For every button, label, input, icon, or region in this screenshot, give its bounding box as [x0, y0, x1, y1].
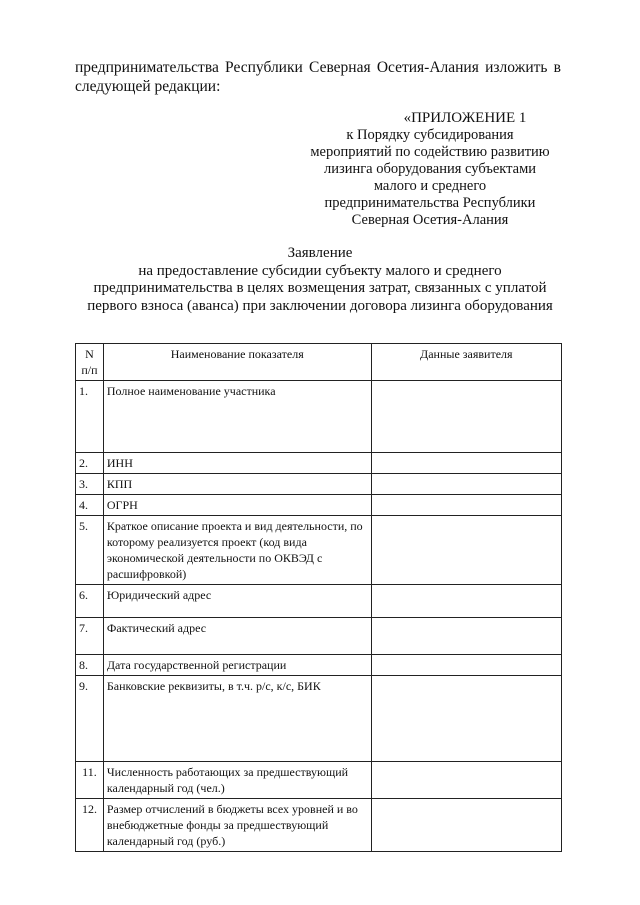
table-row	[76, 585, 562, 618]
row-value-cell[interactable]	[371, 453, 561, 474]
row-value-cell[interactable]	[371, 585, 561, 618]
row-name: Дата государственной регистрации	[103, 655, 371, 676]
appendix-line: предпринимательства Республики	[324, 195, 536, 211]
statement-title: Заявление	[287, 245, 353, 261]
row-value-cell[interactable]	[371, 799, 561, 852]
row-name: ОГРН	[103, 495, 371, 516]
row-num: 7.	[76, 618, 104, 655]
intro-paragraph	[75, 58, 561, 96]
row-value-cell[interactable]	[371, 762, 561, 799]
row-num: 9.	[76, 676, 104, 762]
appendix-block	[300, 110, 560, 229]
application-table	[75, 343, 562, 852]
appendix-line: малого и среднего	[373, 178, 487, 194]
statement-line: на предоставление субсидии субъекту малого и среднего	[138, 262, 502, 279]
appendix-title: «ПРИЛОЖЕНИЕ 1	[403, 110, 527, 126]
row-name: ИНН	[103, 453, 371, 474]
table-row	[76, 676, 562, 762]
table-row	[76, 655, 562, 676]
header-data: Данные заявителя	[371, 344, 561, 381]
row-value-cell[interactable]	[371, 516, 561, 585]
row-name: Размер отчислений в бюджеты всех уровней и во внебюджетные фонды за предшествующий календарный год (руб.)	[103, 799, 371, 852]
intro-line-2: следующей редакции:	[75, 78, 221, 95]
table-row	[76, 495, 562, 516]
statement-line: первого взноса (аванса) при заключении договора лизинга оборудования	[87, 297, 553, 314]
row-value-cell[interactable]	[371, 655, 561, 676]
table-header-row	[76, 344, 562, 381]
row-name: Банковские реквизиты, в т.ч. р/с, к/с, БИК	[103, 676, 371, 762]
row-name: КПП	[103, 474, 371, 495]
row-num: 5.	[76, 516, 104, 585]
row-value-cell[interactable]	[371, 676, 561, 762]
header-name: Наименование показателя	[103, 344, 371, 381]
row-num: 4.	[76, 495, 104, 516]
table-row	[76, 474, 562, 495]
row-name: Численность работающих за предшествующий календарный год (чел.)	[103, 762, 371, 799]
row-num: 2.	[76, 453, 104, 474]
row-name: Юридический адрес	[103, 585, 371, 618]
row-value-cell[interactable]	[371, 474, 561, 495]
table-row	[76, 453, 562, 474]
table-row	[76, 618, 562, 655]
row-value-cell[interactable]	[371, 618, 561, 655]
row-num: 3.	[76, 474, 104, 495]
table-row	[76, 762, 562, 799]
table-row	[76, 799, 562, 852]
appendix-line: мероприятий по содействию развитию	[310, 144, 550, 160]
row-num: 1.	[76, 381, 104, 453]
statement-line: предпринимательства в целях возмещения затрат, связанных с уплатой	[93, 280, 547, 296]
table-row	[76, 381, 562, 453]
appendix-line: Северная Осетия-Алания	[351, 212, 509, 228]
row-num: 8.	[76, 655, 104, 676]
row-value-cell[interactable]	[371, 495, 561, 516]
row-num: 11.	[76, 762, 104, 799]
table-row	[76, 516, 562, 585]
appendix-line: к Порядку субсидирования	[346, 127, 514, 143]
row-name: Фактический адрес	[103, 618, 371, 655]
row-value-cell[interactable]	[371, 381, 561, 453]
intro-line-1: предпринимательства Республики Северная Осетия-Алания изложить в	[75, 59, 561, 76]
appendix-line: лизинга оборудования субъектами	[323, 161, 537, 177]
row-num: 12.	[76, 799, 104, 852]
statement-block	[60, 245, 580, 315]
row-name: Краткое описание проекта и вид деятельности, по которому реализуется проект (код вида экономической деятельности по ОКВЭД с расшифровкой)	[103, 516, 371, 585]
header-num: N п/п	[76, 344, 104, 381]
row-num: 6.	[76, 585, 104, 618]
row-name: Полное наименование участника	[103, 381, 371, 453]
